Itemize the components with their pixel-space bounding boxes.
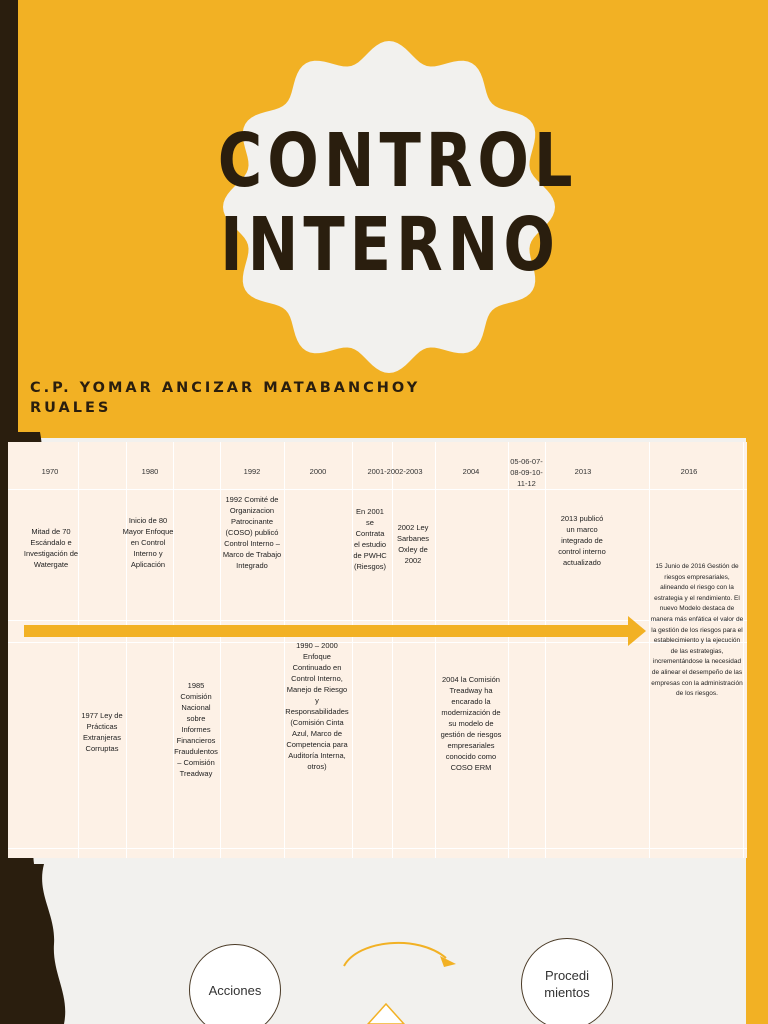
process-slide: [0, 864, 768, 1024]
timeline-table: [8, 442, 747, 858]
title-slide: [0, 0, 768, 432]
event-2013: 2013 publicó un marco integrado de control interno actualizado: [558, 514, 606, 567]
circle-procedimientos: [521, 938, 613, 1024]
left-wave-decoration: [0, 864, 80, 1024]
event-1970: Mitad de 70 Escándalo e Investigación de Watergate: [23, 527, 79, 569]
circle-acciones-label: Acciones: [208, 982, 262, 998]
title-line-2: INTERNO: [220, 202, 560, 288]
curved-arrow-icon: [338, 936, 462, 976]
event-2001: En 2001 se Contrata el estudio de PWHC (Riesgos): [353, 507, 387, 571]
title-line-1: CONTROL: [217, 118, 578, 204]
year-2016: 2016: [680, 467, 698, 476]
year-2005-2012: 05-06-07-08-09-10-11-12: [510, 457, 543, 488]
year-1970: 1970: [41, 467, 59, 476]
year-1980: 1980: [141, 467, 159, 476]
top-accent: [0, 432, 768, 438]
author-name: C.P. YOMAR ANCIZAR MATABANCHOY RUALES: [30, 380, 421, 416]
circle-acciones: [189, 944, 281, 1024]
event-1992: 1992 Comité de Organizacion Patrocinante (COSO) publicó Control Interno – Marco de Trabajo Integrado: [222, 495, 282, 570]
event-1990-2000: 1990 – 2000 Enfoque Continuado en Control Interno, Manejo de Riesgo y Responsabilidades (Comisión Cinta Azul, Marco de Competencia para Auditoría Interna, otros): [285, 641, 349, 771]
event-2002: 2002 Ley Sarbanes Oxley de 2002: [396, 523, 430, 565]
triangle-icon: [366, 1002, 406, 1024]
event-1985: 1985 Comisión Nacional sobre Informes Financieros Fraudulentos – Comisión Treadway: [174, 681, 218, 778]
year-2001-2003: 2001-2002-2003: [367, 467, 423, 476]
circle-procedimientos-label: Procedi mientos: [544, 968, 590, 1000]
year-2013: 2013: [574, 467, 592, 476]
right-accent-bar: [746, 864, 768, 1024]
right-accent-bar: [746, 432, 768, 864]
event-1977: 1977 Ley de Prácticas Extranjeras Corruptas: [81, 711, 123, 753]
event-1980: Inicio de 80 Mayor Enfoque en Control Interno y Aplicación: [122, 516, 174, 569]
event-2016: 15 Junio de 2016 Gestión de riesgos empresariales, alineando el riesgo con la estrategia y el rendimiento. El nuevo Modelo destaca de manera más enfática el valor de la gestión de los riesgos para el establecimiento y la ejecución de las estrategias, incrementándose la necesidad de alinear el desempeño de las empresas con la administración de los riesgos.: [650, 563, 744, 698]
year-2004: 2004: [462, 467, 480, 476]
timeline-slide: [0, 432, 768, 864]
year-2000: 2000: [309, 467, 327, 476]
left-accent-bar: [0, 0, 18, 432]
year-1992: 1992: [243, 467, 261, 476]
timeline-arrow-shaft: [24, 625, 630, 637]
timeline-arrow-head: [628, 616, 646, 646]
event-2004: 2004 la Comisión Treadway ha encarado la modernización de su modelo de gestión de riesgos empresariales conocido como COSO ERM: [440, 675, 502, 772]
